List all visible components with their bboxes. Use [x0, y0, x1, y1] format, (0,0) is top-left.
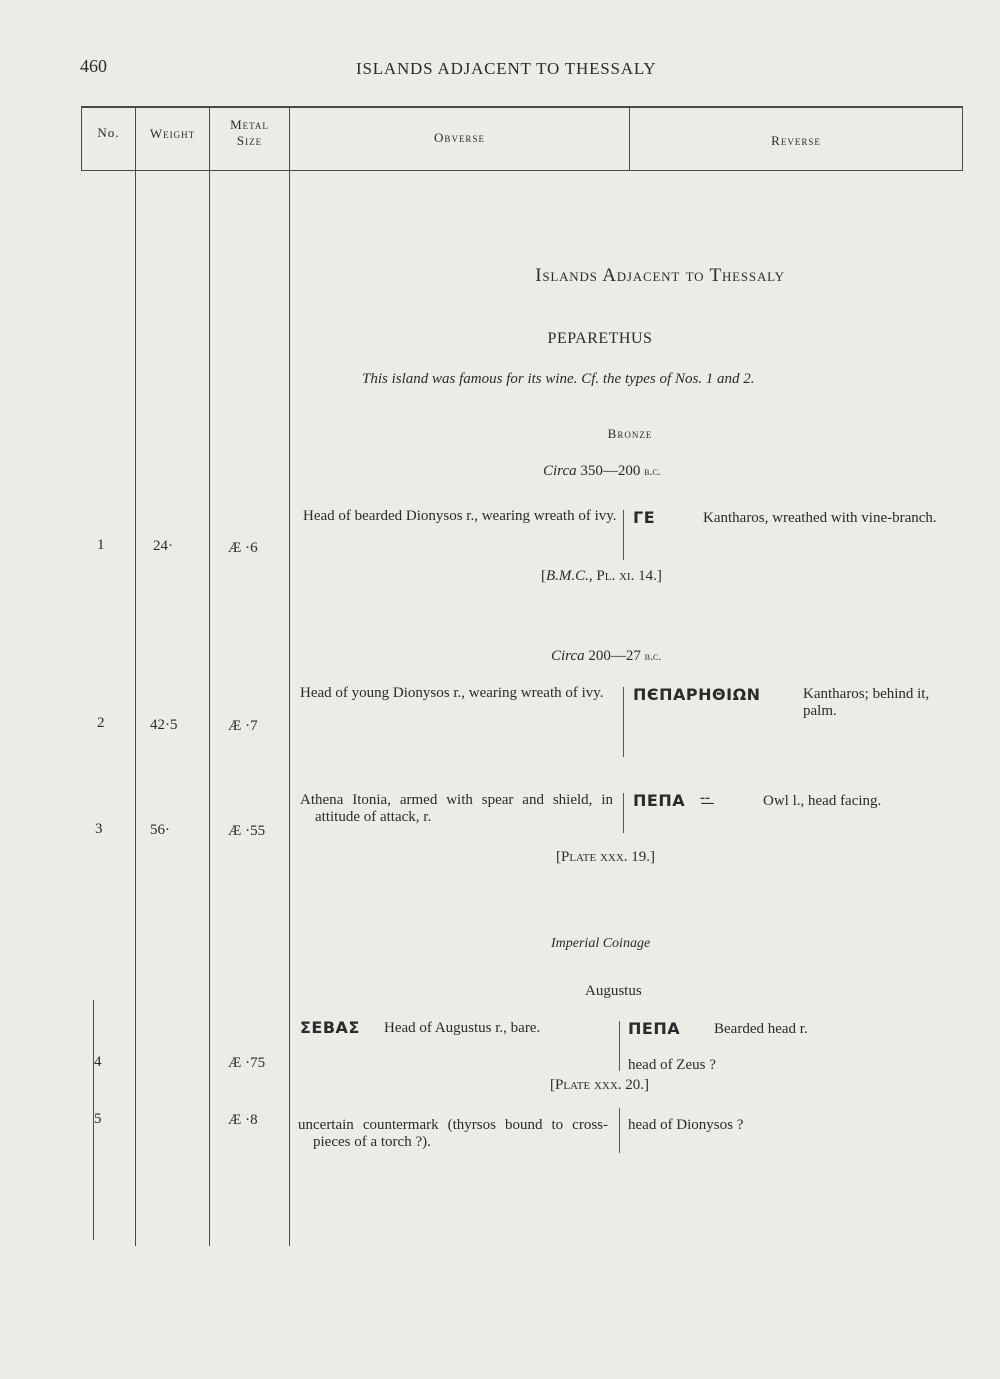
col-divider-no: [135, 106, 136, 1246]
row-4-no: 4: [94, 1054, 102, 1070]
col-header-metal-line2: Size: [236, 133, 263, 148]
row-4-obverse: Head of Augustus r., bare.: [384, 1020, 541, 1036]
period-2-circa: Circa: [551, 648, 585, 664]
period-2-dates: 200—27: [588, 648, 641, 664]
row-3-obverse: Athena Itonia, armed with spear and shield, in attitude of attack, r.: [300, 792, 613, 825]
section-note: This island was famous for its wine. Cf. the types of Nos. 1 and 2.: [362, 371, 755, 387]
reference-1-bmc: B.M.C.: [546, 568, 589, 584]
row-1-reverse-legend: ΓΕ: [633, 508, 656, 527]
row-1-obverse: Head of bearded Dionysos r., wearing wreath of ivy.: [303, 508, 617, 524]
row-4-obverse-legend: ΣΕΒΑΣ: [300, 1018, 360, 1037]
row-4-reverse: Bearded head r.: [714, 1021, 808, 1037]
emperor-heading: Augustus: [585, 983, 642, 999]
col-header-no: No.: [97, 125, 120, 140]
row-1-no: 1: [97, 537, 105, 553]
row-4-divider: [619, 1021, 620, 1071]
period-1-dates: 350—200: [580, 463, 641, 479]
row-2-obverse: Head of young Dionysos r., wearing wreath of ivy.: [300, 685, 604, 701]
row-2-reverse-legend: ΠЄΠΑΡΗΘΙΩΝ: [633, 685, 761, 704]
period-1-bc: b.c.: [644, 464, 661, 478]
row-4-reverse-extra: head of Zeus ?: [628, 1057, 716, 1073]
reference-1-rest: , Pl. xi. 14.]: [588, 568, 662, 584]
period-1: [543, 463, 743, 480]
imperial-heading: Imperial Coinage: [551, 936, 651, 951]
row-3-metal: Æ ·55: [228, 823, 266, 839]
row-3-weight: 56·: [150, 822, 170, 838]
row-1-reverse: Kantharos, wreathed with vine-branch.: [703, 510, 937, 526]
col-header-obverse: Obverse: [434, 130, 485, 145]
row-5-reverse: head of Dionysos ?: [628, 1117, 744, 1133]
row-2-divider: [623, 687, 624, 757]
row-3-divider: [623, 793, 624, 833]
period-1-circa: Circa: [543, 463, 577, 479]
metal-heading: Bronze: [607, 426, 653, 441]
row-2-reverse-text: Kantharos; behind it, palm.: [803, 686, 930, 719]
period-2-bc: b.c.: [644, 649, 662, 663]
place-heading: PEPARETHUS: [547, 330, 653, 347]
plate-reference-2: [Plate xxx. 20.]: [550, 1077, 650, 1093]
row-4-metal: Æ ·75: [228, 1055, 266, 1071]
row-2-metal: Æ ·7: [228, 718, 258, 734]
page-number: 460: [80, 56, 107, 76]
row-1-metal: Æ ·6: [228, 540, 258, 556]
row-5-metal: Æ ·8: [228, 1112, 258, 1128]
row-5-obverse: uncertain countermark (thyrsos bound to cross-pieces of a torch ?).: [298, 1117, 608, 1150]
col-header-weight: Weight: [149, 126, 196, 141]
row-3-reverse: Owl l., head facing.: [763, 793, 882, 809]
reference-1-open: [: [541, 568, 546, 584]
running-head: ISLANDS ADJACENT TO THESSALY: [356, 59, 657, 78]
row-4-reverse-legend: ΠΕΠΑ: [628, 1019, 681, 1038]
table-top-rule: [81, 106, 963, 108]
row-1-divider: [623, 510, 624, 560]
col-header-metal-line1: Metal: [230, 117, 269, 132]
row-3-reverse-legend: ΠΕΠΑ: [633, 791, 686, 810]
row-5-no: 5: [94, 1111, 102, 1127]
reference-1: [541, 568, 741, 585]
col-divider-weight: [209, 106, 210, 1246]
row-2-no: 2: [97, 715, 105, 731]
row-1-weight: 24·: [153, 538, 173, 554]
header-bottom-rule: [81, 170, 963, 171]
col-header-metal: [210, 117, 289, 149]
section-title: Islands Adjacent to Thessaly: [535, 265, 785, 286]
row-3-no: 3: [95, 821, 103, 837]
plate-reference-1: [Plate xxx. 19.]: [556, 849, 656, 865]
row-5-divider: [619, 1108, 620, 1153]
row-3-reverse-legend-extra: -̲-̲: [700, 790, 710, 806]
period-2: [551, 648, 751, 665]
col-divider-metal: [289, 106, 290, 1246]
table-right-rule: [962, 108, 963, 171]
row-2-weight: 42·5: [150, 717, 178, 733]
row-2-reverse: [640, 686, 945, 720]
col-header-reverse: Reverse: [771, 133, 821, 148]
